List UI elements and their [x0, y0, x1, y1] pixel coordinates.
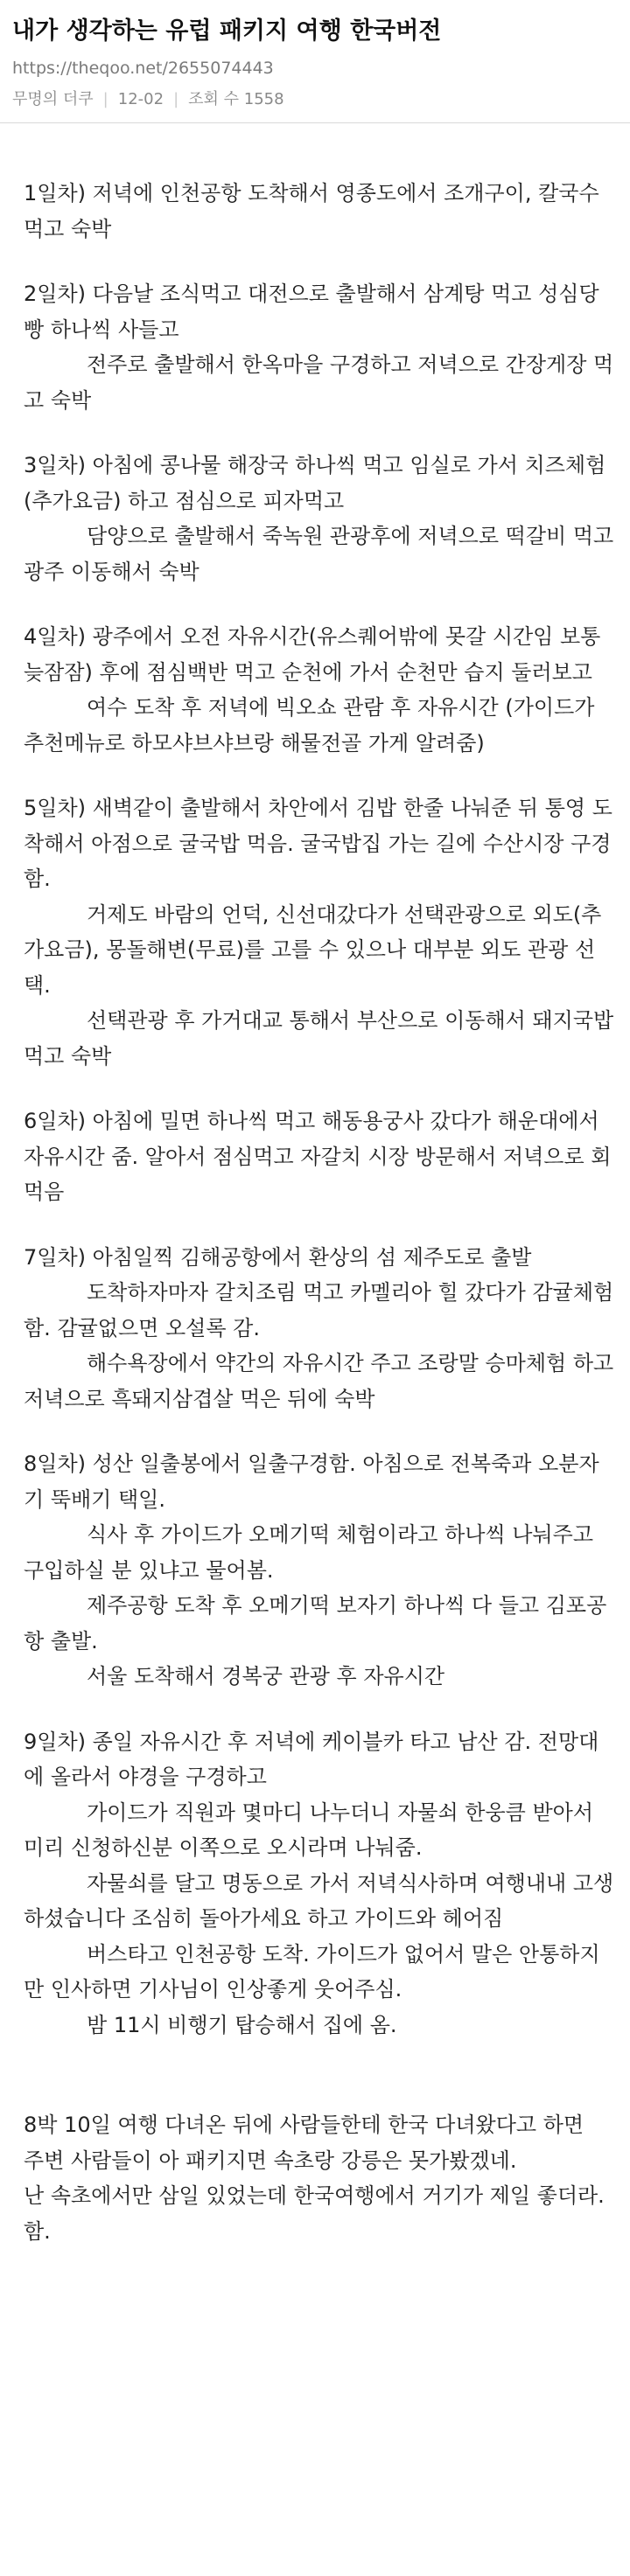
paragraph-line: 7일차) 아침일찍 김해공항에서 환상의 섬 제주도로 출발 — [24, 1244, 532, 1270]
paragraph-line: 가이드가 직원과 몇마디 나누더니 자물쇠 한웅큼 받아서 미리 신청하신분 이쪽으로 오시라며 나눠줌. — [24, 1800, 594, 1860]
paragraph-line: 8일차) 성산 일출봉에서 일출구경함. 아침으로 전복죽과 오분자기 뚝배기 택일. — [24, 1452, 599, 1512]
meta-separator: | — [173, 90, 179, 108]
paragraph-day-7 — [24, 1240, 618, 1417]
paragraph-line: 도착하자마자 갈치조림 먹고 카멜리아 힐 갔다가 감귤체험 함. 감귤없으면 오설록 감. — [24, 1280, 614, 1340]
paragraph-line: 거제도 바람의 언덕, 신선대갔다가 선택관광으로 외도(추가요금), 몽돌해변(무료)를 고를 수 있으나 대부분 외도 관광 선택. — [24, 902, 602, 998]
paragraph-line: 담양으로 출발해서 죽녹원 관광후에 저녁으로 떡갈비 먹고 광주 이동해서 숙박 — [24, 524, 614, 584]
paragraph-line: 3일차) 아침에 콩나물 해장국 하나씩 먹고 임실로 가서 치즈체험(추가요금) 하고 점심으로 피자먹고 — [24, 453, 606, 513]
paragraph-line: 4일차) 광주에서 오전 자유시간(유스퀘어밖에 못갈 시간임 보통 늦잠잠) 후에 점심백반 먹고 순천에 가서 순천만 습지 둘러보고 — [24, 624, 601, 685]
paragraph-line: 5일차) 새벽같이 출발해서 차안에서 김밥 한줄 나눠준 뒤 통영 도착해서 아점으로 굴국밥 먹음. 굴국밥집 가는 길에 수산시장 구경함. — [24, 796, 612, 891]
view-count: 조회 수 1558 — [188, 90, 284, 108]
post-title: 내가 생각하는 유럽 패키지 여행 한국버전 — [12, 17, 442, 45]
paragraph-line: 해수욕장에서 약간의 자유시간 주고 조랑말 승마체험 하고 저녁으로 흑돼지삼겹살 먹은 뒤에 숙박 — [24, 1351, 614, 1411]
paragraph-line: 자물쇠를 달고 명동으로 가서 저녁식사하며 여행내내 고생하셨습니다 조심히 돌아가세요 하고 가이드와 헤어짐 — [24, 1870, 614, 1931]
post-body — [0, 123, 630, 2249]
paragraph-day-2 — [24, 276, 618, 418]
paragraph-line: 밤 11시 비행기 탑승해서 집에 옴. — [87, 2012, 397, 2037]
paragraph-line: 6일차) 아침에 밀면 하나씩 먹고 해동용궁사 갔다가 해운대에서 자유시간 줌. 알아서 점심먹고 자갈치 시장 방문해서 저녁으로 회먹음 — [24, 1109, 612, 1204]
paragraph-line: 8박 10일 여행 다녀온 뒤에 사람들한테 한국 다녀왔다고 하면 — [24, 2113, 584, 2137]
paragraph-line: 주변 사람들이 아 패키지면 속초랑 강릉은 못가봤겠네. — [24, 2148, 517, 2173]
paragraph-day-10 — [24, 2107, 618, 2249]
paragraph-day-6 — [24, 1104, 618, 1210]
paragraph-day-3 — [24, 448, 618, 589]
paragraph-day-5 — [24, 790, 618, 1074]
paragraph-line: 버스타고 인천공항 도착. 가이드가 없어서 말은 안통하지만 인사하면 기사님이 인상좋게 웃어주심. — [24, 1941, 600, 2002]
paragraph-day-1 — [24, 176, 618, 247]
paragraph-day-9 — [24, 1724, 618, 2043]
paragraph-line: 여수 도착 후 저녁에 빅오쇼 관람 후 자유시간 (가이드가 추천메뉴로 하모샤브샤브랑 해물전골 가게 알려줌) — [24, 695, 595, 755]
author-name[interactable]: 무명의 더쿠 — [12, 90, 94, 108]
paragraph-line: 난 속초에서만 삼일 있었는데 한국여행에서 거기가 제일 좋더라. 함. — [24, 2183, 605, 2244]
post-url-link[interactable]: https://theqoo.net/2655074443 — [12, 59, 274, 78]
post-header — [0, 0, 630, 122]
paragraph-day-8 — [24, 1446, 618, 1695]
post-meta — [12, 87, 618, 122]
meta-separator: | — [102, 90, 108, 108]
post-date: 12-02 — [117, 90, 164, 108]
paragraph-line: 서울 도착해서 경복궁 관광 후 자유시간 — [87, 1664, 445, 1688]
paragraph-day-4 — [24, 619, 618, 761]
paragraph-line: 전주로 출발해서 한옥마을 구경하고 저녁으로 간장게장 먹고 숙박 — [24, 352, 614, 413]
paragraph-line: 1일차) 저녁에 인천공항 도착해서 영종도에서 조개구이, 칼국수먹고 숙박 — [24, 181, 599, 241]
paragraph-line: 제주공항 도착 후 오메기떡 보자기 하나씩 다 들고 김포공항 출발. — [24, 1593, 607, 1654]
paragraph-line: 9일차) 종일 자유시간 후 저녁에 케이블카 타고 남산 감. 전망대에 올라서 야경을 구경하고 — [24, 1729, 599, 1789]
paragraph-line: 선택관광 후 가거대교 통해서 부산으로 이동해서 돼지국밥 먹고 숙박 — [24, 1008, 614, 1069]
paragraph-line: 식사 후 가이드가 오메기떡 체험이라고 하나씩 나눠주고 구입하실 분 있냐고 물어봄. — [24, 1522, 594, 1583]
paragraph-line: 2일차) 다음날 조식먹고 대전으로 출발해서 삼계탕 먹고 성심당 빵 하나씩 사들고 — [24, 282, 599, 342]
